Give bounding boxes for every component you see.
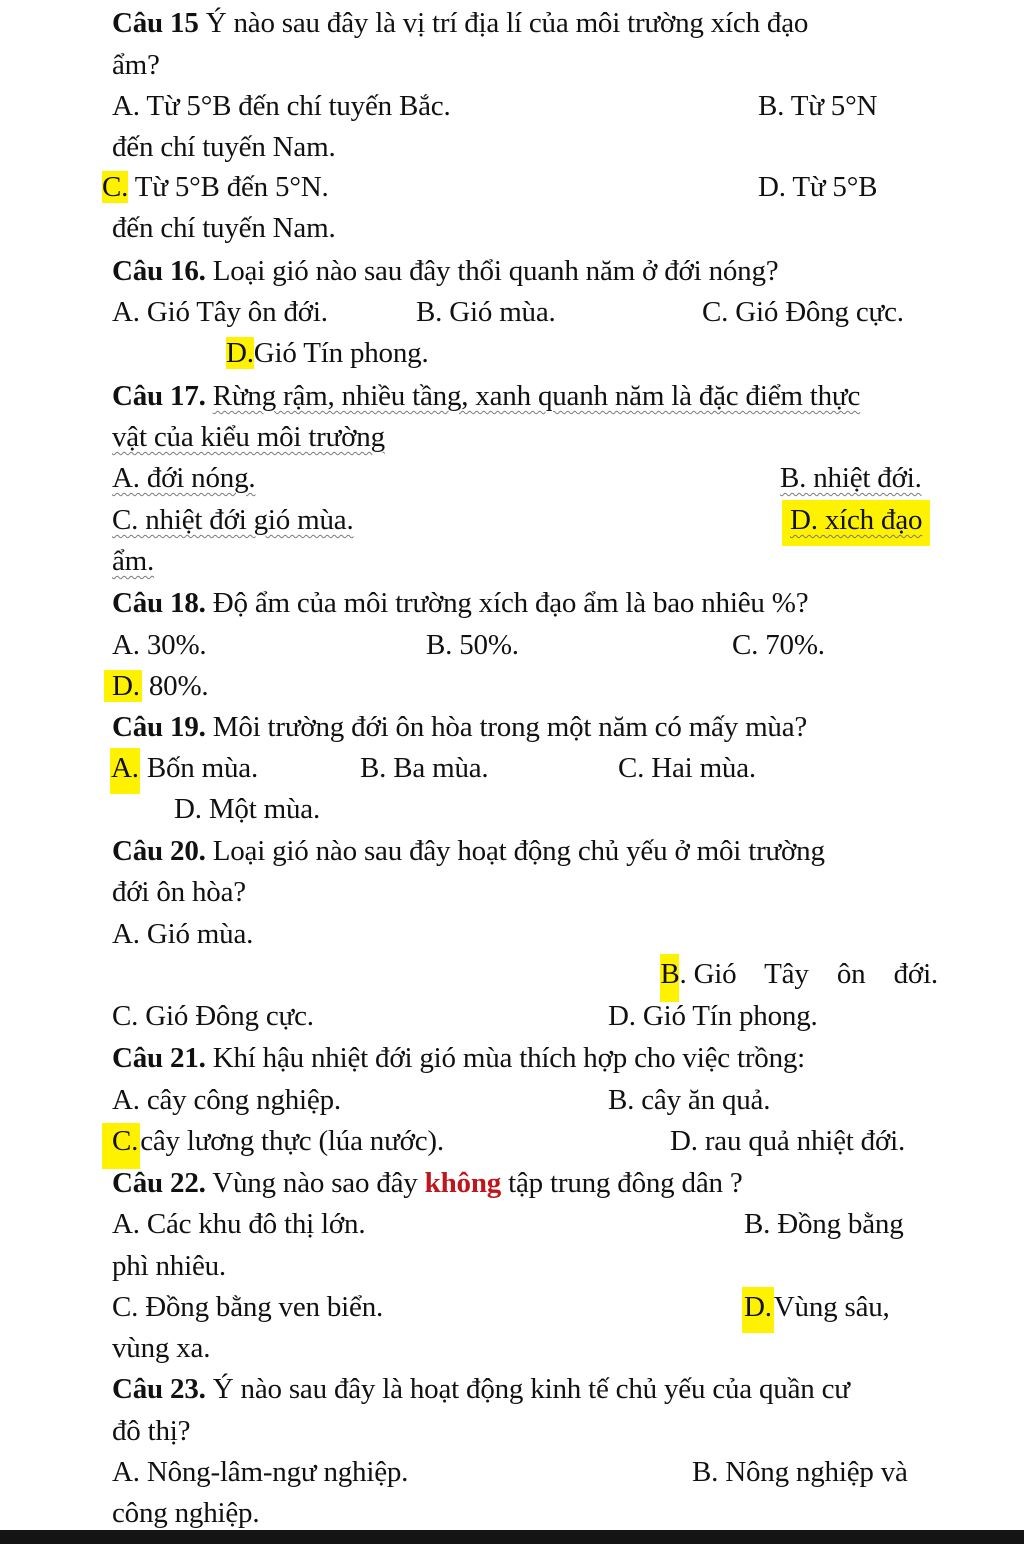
q16-answer-highlight: D. [226, 337, 254, 369]
question-19-stem: Câu 19. Môi trường đới ôn hòa trong một năm có mấy mùa? [112, 711, 808, 743]
q21-option-a: A. cây công nghiệp. [112, 1084, 341, 1116]
question-19-label: Câu 19. [112, 711, 206, 743]
q16-option-a: A. Gió Tây ôn đới. [112, 296, 328, 328]
q19-option-c: C. Hai mùa. [618, 752, 756, 784]
q15-option-d: D. Từ 5°B [758, 171, 878, 203]
question-15-stem-cont: ẩm? [112, 49, 160, 81]
q22-answer-highlight: D. [742, 1287, 774, 1333]
q15-option-d-cont: đến chí tuyến Nam. [112, 212, 336, 244]
question-21-stem: Câu 21. Khí hậu nhiệt đới gió mùa thích hợp cho việc trồng: [112, 1042, 806, 1074]
question-21-label: Câu 21. [112, 1042, 206, 1074]
q18-option-d: D. 80%. [104, 666, 208, 706]
question-18-row-1 [112, 625, 942, 665]
q16-option-d: D.Gió Tín phong. [226, 337, 429, 369]
question-23-stem-cont: đô thị? [112, 1415, 191, 1447]
question-22-row-2 [112, 1287, 942, 1327]
q17-option-b: B. nhiệt đới. [780, 462, 922, 494]
q17-option-d: D. xích đạo [782, 500, 930, 546]
question-16-row-1 [112, 292, 942, 332]
question-15-row-2 [102, 167, 942, 207]
question-17-stem-cont: vật của kiểu môi trường [112, 421, 385, 453]
q15-option-c: C. Từ 5°B đến 5°N. [102, 171, 329, 203]
q16-option-b: B. Gió mùa. [416, 296, 556, 328]
question-22-label: Câu 22. [112, 1167, 206, 1199]
q19-option-a: A. Bốn mùa. [110, 748, 258, 788]
q21-answer-highlight: C. [102, 1123, 140, 1169]
q18-option-c: C. 70%. [732, 629, 825, 661]
q22-option-b-cont: phì nhiêu. [112, 1250, 226, 1282]
q21-option-c: C.cây lương thực (lúa nước). [102, 1121, 444, 1161]
q15-answer-highlight: C. [102, 171, 129, 203]
q15-option-b-cont: đến chí tuyến Nam. [112, 131, 336, 163]
emphasis-word: không [424, 1167, 502, 1199]
question-19-row-1 [112, 748, 942, 788]
question-18-row-2 [112, 666, 942, 706]
question-22-stem: Câu 22. Vùng nào sao đây không tập trung đông dân ? [112, 1167, 743, 1199]
q20-option-a: A. Gió mùa. [112, 918, 254, 950]
question-22-row-1 [112, 1204, 942, 1244]
q23-option-a: A. Nông-lâm-ngư nghiệp. [112, 1456, 409, 1488]
q18-option-b: B. 50%. [426, 629, 519, 661]
q21-option-d: D. rau quả nhiệt đới. [670, 1125, 906, 1157]
question-19-row-2 [112, 789, 942, 829]
question-15-label: Câu 15 [112, 7, 199, 39]
q17-option-c: C. nhiệt đới gió mùa. [112, 504, 354, 536]
q15-option-b: B. Từ 5°N [758, 90, 878, 122]
question-15-row-1 [112, 86, 942, 126]
q23-option-b-cont: công nghiệp. [112, 1497, 260, 1529]
q17-option-d-cont: ẩm. [112, 545, 155, 577]
q22-option-d-cont: vùng xa. [112, 1332, 211, 1364]
q22-option-b: B. Đồng bằng [744, 1208, 904, 1240]
question-21-row-2 [112, 1121, 942, 1161]
question-23-row-1 [112, 1452, 942, 1492]
question-15-stem: Câu 15 Ý nào sau đây là vị trí địa lí của môi trường xích đạo [112, 7, 809, 39]
q17-option-a: A. đới nóng. [112, 462, 256, 494]
question-17-row-1 [112, 458, 942, 498]
q21-option-b: B. cây ăn quả. [608, 1084, 771, 1116]
question-20-row-2 [112, 996, 942, 1036]
q23-option-b: B. Nông nghiệp và [692, 1456, 908, 1488]
q19-option-d: D. Một mùa. [174, 793, 321, 825]
q20-answer-highlight: B [660, 954, 679, 1002]
question-23-stem: Câu 23. Ý nào sau đây là hoạt động kinh tế chủ yếu của quần cư [112, 1373, 850, 1405]
question-16-label: Câu 16. [112, 255, 206, 287]
question-17-stem: Câu 17. Rừng rậm, nhiều tầng, xanh quanh năm là đặc điểm thực [112, 380, 861, 412]
q22-option-a: A. Các khu đô thị lớn. [112, 1208, 366, 1240]
question-17-row-2 [112, 500, 942, 540]
q18-option-a: A. 30%. [112, 629, 207, 661]
question-21-row-1 [112, 1080, 942, 1120]
question-20-stem-cont: đới ôn hòa? [112, 876, 246, 908]
question-20-stem: Câu 20. Loại gió nào sau đây hoạt động chủ yếu ở môi trường [112, 835, 825, 867]
q15-option-a: A. Từ 5°B đến chí tuyến Bắc. [112, 90, 451, 122]
question-20-row-1 [112, 914, 942, 990]
q19-answer-highlight: A. [110, 748, 140, 794]
question-20-label: Câu 20. [112, 835, 206, 867]
question-18-stem: Câu 18. Độ ẩm của môi trường xích đạo ẩm là bao nhiêu %? [112, 587, 809, 619]
q20-option-c: C. Gió Đông cực. [112, 1000, 314, 1032]
q16-option-c: C. Gió Đông cực. [702, 296, 904, 328]
q20-option-d: D. Gió Tín phong. [608, 1000, 818, 1032]
question-16-stem: Câu 16. Loại gió nào sau đây thổi quanh năm ở đới nóng? [112, 255, 779, 287]
bottom-frame-bar [0, 1530, 1024, 1544]
q22-option-d: D.Vùng sâu, [742, 1287, 890, 1327]
question-18-label: Câu 18. [112, 587, 206, 619]
q20-option-b: B. Gió Tây ôn đới. [618, 914, 938, 1034]
question-17-label: Câu 17. [112, 380, 206, 412]
question-16-row-2 [112, 333, 942, 373]
q18-answer-highlight: D. [104, 670, 142, 702]
q22-option-c: C. Đồng bằng ven biển. [112, 1291, 384, 1323]
q19-option-b: B. Ba mùa. [360, 752, 489, 784]
question-23-label: Câu 23. [112, 1373, 206, 1405]
